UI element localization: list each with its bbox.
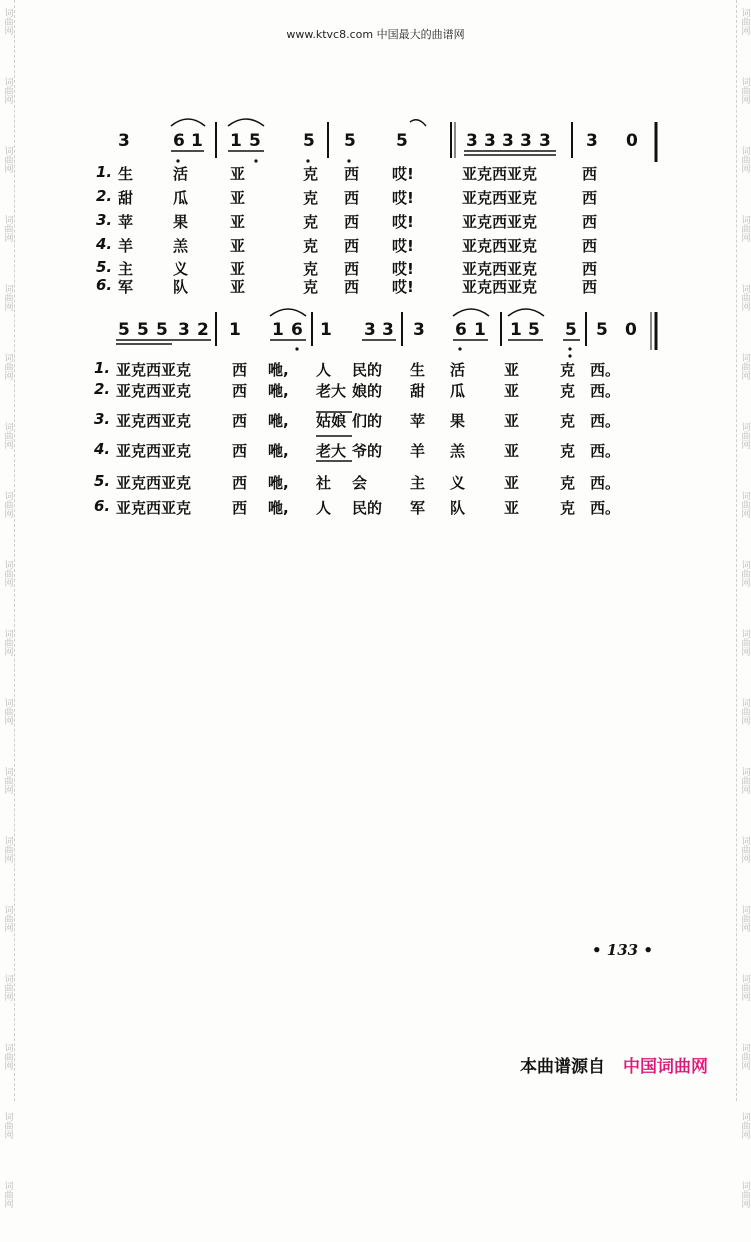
lyric-syllable: 亚 [230, 165, 246, 183]
lyric-syllable: 哎! [392, 165, 414, 183]
lyric-syllable: 亚克西亚克 [116, 412, 192, 430]
lyric-syllable: 克 [560, 474, 576, 492]
note: 3 [118, 131, 130, 151]
lyric-syllable: 咃, [268, 361, 289, 379]
note: 3 [539, 131, 551, 151]
lyric-syllable: 克 [560, 412, 576, 430]
watermark-text: 词曲网 [739, 1181, 750, 1208]
lyric-syllable: 亚 [230, 237, 246, 255]
note: 1 [191, 131, 203, 151]
lyric-syllable: 亚克西亚克 [462, 165, 538, 183]
lyric-syllable: 苹 [118, 213, 134, 231]
lyric-syllable: 西 [582, 189, 598, 207]
watermark-text: 词曲网 [2, 215, 13, 242]
lyric-syllable: 民的 [352, 361, 383, 379]
lyric-syllable: 克 [303, 189, 319, 207]
note: 0 [626, 131, 638, 151]
site-name: 中国词曲网 [623, 1057, 708, 1077]
watermark-text: 词曲网 [2, 491, 13, 518]
lyric-syllable: 亚 [504, 382, 520, 400]
lyric-syllable: 克 [303, 165, 319, 183]
lyric-syllable: 人 [316, 499, 332, 517]
watermark-text: 词曲网 [2, 560, 13, 587]
verse-number: 5. [96, 258, 113, 276]
note: 3 [466, 131, 478, 151]
lyric-syllable: 亚克西亚克 [116, 499, 192, 517]
lyric-syllable: 咃, [268, 499, 289, 517]
lyric-syllable: 哎! [392, 278, 414, 296]
lyric-syllable: 亚 [230, 278, 246, 296]
note: 1 [474, 320, 486, 340]
lyric-syllable: 亚克西亚克 [116, 361, 192, 379]
lyric-syllable: 西 [582, 165, 598, 183]
lyric-syllable: 亚 [504, 412, 520, 430]
note: 5 [249, 131, 261, 151]
lyric-syllable: 克 [560, 499, 576, 517]
lyric-syllable: 亚 [504, 499, 520, 517]
lyric-syllable: 克 [303, 237, 319, 255]
lyric-syllable: 亚克西亚克 [116, 442, 192, 460]
watermark-text: 词曲网 [2, 629, 13, 656]
note: 5 [344, 131, 356, 151]
lyric-syllable: 西。 [590, 442, 621, 460]
lyric-syllable: 军 [118, 278, 134, 296]
lyric-syllable: 西 [344, 213, 360, 231]
note: 3 [484, 131, 496, 151]
watermark-text: 词曲网 [739, 215, 750, 242]
lyric-syllable: 亚克西亚克 [116, 474, 192, 492]
lyric-syllable: 生 [118, 165, 134, 183]
verse-number: 5. [94, 472, 111, 490]
lyric-syllable: 果 [450, 412, 466, 430]
watermark-text: 词曲网 [2, 974, 13, 1001]
watermark-text: 词曲网 [2, 284, 13, 311]
verse-number: 4. [96, 235, 113, 253]
lyric-syllable: 瓜 [173, 189, 189, 207]
note: 5 [396, 131, 408, 151]
lyric-syllable: 老大 [316, 442, 347, 460]
lyric-syllable: 亚 [230, 189, 246, 207]
note: 1 [272, 320, 284, 340]
lyric-syllable: 亚 [504, 442, 520, 460]
lyric-syllable: 羊 [118, 237, 134, 255]
lyric-syllable: 甜 [118, 189, 134, 207]
page-header: www.ktvc8.com 中国最大的曲谱网 [286, 28, 465, 41]
line2-notation-marks [0, 0, 751, 560]
note: 3 [586, 131, 598, 151]
verse-number: 3. [94, 410, 111, 428]
note: 6 [173, 131, 185, 151]
watermark-text: 词曲网 [739, 1112, 750, 1139]
watermark-text: 词曲网 [739, 974, 750, 1001]
watermark-text: 词曲网 [739, 77, 750, 104]
watermark-text: 词曲网 [2, 836, 13, 863]
lyric-syllable: 亚克西亚克 [462, 260, 538, 278]
lyric-syllable: 羔 [450, 442, 466, 460]
watermark-text: 词曲网 [2, 698, 13, 725]
verse-number: 6. [96, 276, 113, 294]
lyric-syllable: 甜 [410, 382, 426, 400]
note: 1 [230, 131, 242, 151]
lyric-syllable: 哎! [392, 189, 414, 207]
note: 5 [137, 320, 149, 340]
lyric-syllable: 主 [118, 260, 134, 278]
watermark-text: 词曲网 [2, 767, 13, 794]
lyric-syllable: 西 [232, 499, 248, 517]
lyric-syllable: 西。 [590, 412, 621, 430]
note: 3 [364, 320, 376, 340]
note: 5 [118, 320, 130, 340]
watermark-text: 词曲网 [2, 905, 13, 932]
lyric-syllable: 西。 [590, 382, 621, 400]
note: 2 [197, 320, 209, 340]
lyric-syllable: 克 [303, 213, 319, 231]
verse-number: 3. [96, 211, 113, 229]
lyric-syllable: 活 [173, 165, 189, 183]
verse-number: 1. [96, 163, 113, 181]
page-number: • 133 • [592, 941, 653, 959]
lyric-syllable: 咃, [268, 442, 289, 460]
note: 3 [413, 320, 425, 340]
lyric-syllable: 西 [582, 213, 598, 231]
verse-number: 2. [94, 380, 111, 398]
watermark-text: 词曲网 [2, 353, 13, 380]
lyric-syllable: 西 [344, 165, 360, 183]
lyric-syllable: 哎! [392, 260, 414, 278]
note: 5 [528, 320, 540, 340]
note: 1 [510, 320, 522, 340]
watermark-text: 词曲网 [739, 767, 750, 794]
verse-number: 1. [94, 359, 111, 377]
lyric-syllable: 西 [344, 189, 360, 207]
lyric-syllable: 娘的 [352, 382, 383, 400]
lyric-syllable: 们的 [352, 412, 383, 430]
lyric-syllable: 亚 [230, 260, 246, 278]
lyric-syllable: 亚克西亚克 [462, 213, 538, 231]
lyric-syllable: 军 [410, 499, 426, 517]
lyric-syllable: 义 [173, 260, 189, 278]
lyric-syllable: 生 [410, 361, 426, 379]
lyric-syllable: 西。 [590, 474, 621, 492]
lyric-syllable: 西。 [590, 499, 621, 517]
note: 5 [565, 320, 577, 340]
lyric-syllable: 西 [582, 260, 598, 278]
watermark-text: 词曲网 [739, 8, 750, 35]
watermark-text: 词曲网 [739, 560, 750, 587]
note: 5 [156, 320, 168, 340]
watermark-text: 词曲网 [2, 8, 13, 35]
watermark-text: 词曲网 [739, 491, 750, 518]
lyric-syllable: 人 [316, 361, 332, 379]
watermark-text: 词曲网 [739, 353, 750, 380]
lyric-syllable: 主 [410, 474, 426, 492]
watermark-text: 词曲网 [739, 1043, 750, 1070]
lyric-syllable: 爷的 [352, 442, 383, 460]
note: 5 [303, 131, 315, 151]
lyric-syllable: 亚克西亚克 [116, 382, 192, 400]
watermark-text: 词曲网 [739, 836, 750, 863]
lyric-syllable: 克 [303, 278, 319, 296]
lyric-syllable: 姑娘 [316, 412, 347, 430]
lyric-syllable: 西。 [590, 361, 621, 379]
lyric-syllable: 克 [560, 442, 576, 460]
watermark-text: 词曲网 [2, 77, 13, 104]
lyric-syllable: 西 [344, 237, 360, 255]
lyric-syllable: 哎! [392, 213, 414, 231]
note: 5 [596, 320, 608, 340]
lyric-syllable: 西 [232, 442, 248, 460]
note: 3 [502, 131, 514, 151]
footer [520, 1052, 708, 1077]
watermark-text: 词曲网 [2, 1112, 13, 1139]
lyric-syllable: 西 [232, 474, 248, 492]
lyric-syllable: 羊 [410, 442, 426, 460]
verse-number: 6. [94, 497, 111, 515]
lyric-syllable: 哎! [392, 237, 414, 255]
lyric-syllable: 咃, [268, 412, 289, 430]
lyric-syllable: 亚 [504, 474, 520, 492]
lyric-syllable: 西 [344, 260, 360, 278]
lyric-syllable: 队 [450, 499, 466, 517]
note: 6 [291, 320, 303, 340]
note: 6 [455, 320, 467, 340]
lyric-syllable: 苹 [410, 412, 426, 430]
lyric-syllable: 亚 [230, 213, 246, 231]
watermark-text: 词曲网 [739, 146, 750, 173]
source-label: 本曲谱源自 [520, 1057, 605, 1077]
lyric-syllable: 西 [582, 278, 598, 296]
lyric-syllable: 亚克西亚克 [462, 278, 538, 296]
watermark-text: 词曲网 [2, 146, 13, 173]
lyric-syllable: 羔 [173, 237, 189, 255]
lyric-syllable: 西 [232, 412, 248, 430]
lyric-syllable: 西 [582, 237, 598, 255]
note: 1 [229, 320, 241, 340]
watermark-text: 词曲网 [2, 422, 13, 449]
lyric-syllable: 咃, [268, 474, 289, 492]
lyric-syllable: 老大 [316, 382, 347, 400]
verse-number: 2. [96, 187, 113, 205]
lyric-syllable: 克 [303, 260, 319, 278]
lyric-syllable: 义 [450, 474, 466, 492]
lyric-syllable: 果 [173, 213, 189, 231]
lyric-syllable: 西 [344, 278, 360, 296]
note: 3 [520, 131, 532, 151]
lyric-syllable: 西 [232, 361, 248, 379]
note: 3 [382, 320, 394, 340]
lyric-syllable: 会 [352, 474, 368, 492]
watermark-text: 词曲网 [739, 629, 750, 656]
lyric-syllable: 瓜 [450, 382, 466, 400]
lyric-syllable: 克 [560, 361, 576, 379]
lyric-syllable: 民的 [352, 499, 383, 517]
lyric-syllable: 咃, [268, 382, 289, 400]
lyric-syllable: 克 [560, 382, 576, 400]
lyric-syllable: 社 [316, 474, 332, 492]
lyric-syllable: 亚克西亚克 [462, 237, 538, 255]
note: 0 [625, 320, 637, 340]
note: 3 [178, 320, 190, 340]
lyric-syllable: 亚克西亚克 [462, 189, 538, 207]
watermark-text: 词曲网 [2, 1043, 13, 1070]
note: 1 [320, 320, 332, 340]
lyric-syllable: 活 [450, 361, 466, 379]
watermark-text: 词曲网 [2, 1181, 13, 1208]
lyric-syllable: 队 [173, 278, 189, 296]
watermark-text: 词曲网 [739, 905, 750, 932]
lyric-syllable: 亚 [504, 361, 520, 379]
lyric-syllable: 西 [232, 382, 248, 400]
watermark-text: 词曲网 [739, 698, 750, 725]
watermark-text: 词曲网 [739, 284, 750, 311]
verse-number: 4. [94, 440, 111, 458]
watermark-text: 词曲网 [739, 422, 750, 449]
